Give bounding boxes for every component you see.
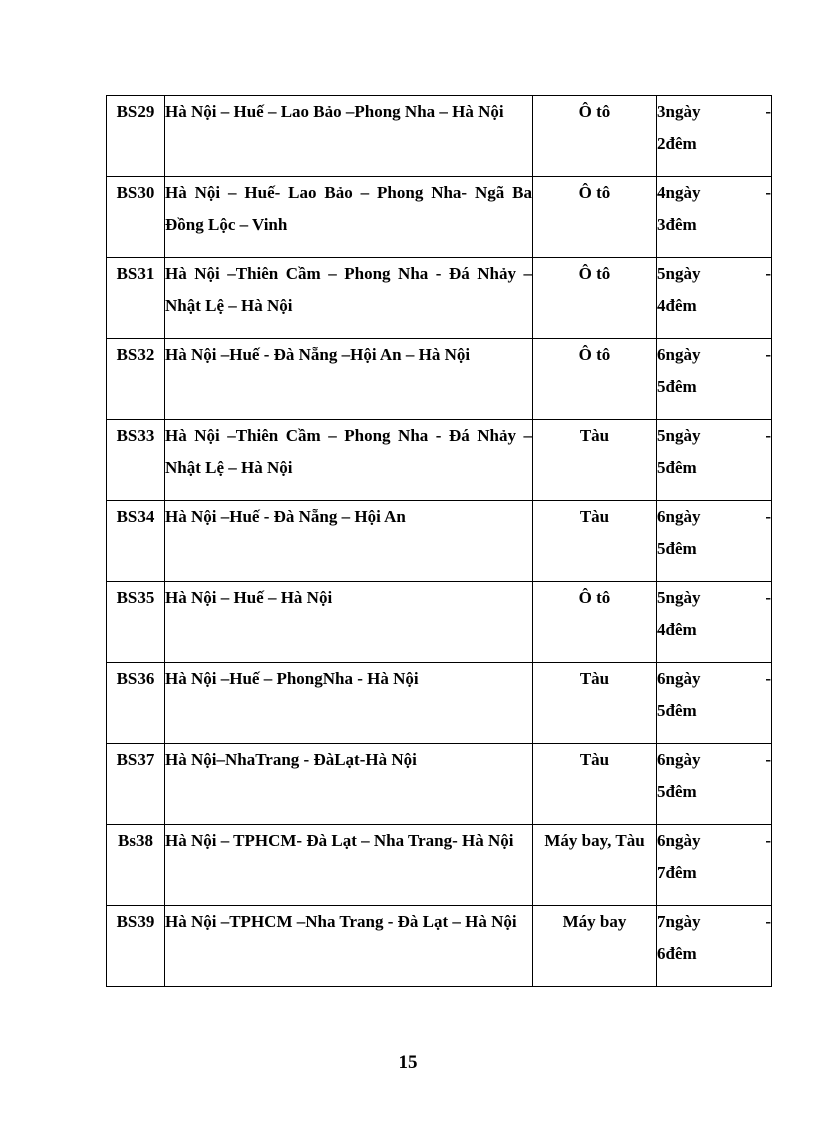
tour-route: Hà Nội –Thiên Cầm – Phong Nha - Đá Nhảy – Nhật Lệ – Hà Nội bbox=[165, 258, 533, 339]
duration-days: 6ngày bbox=[657, 831, 701, 850]
duration-days-line bbox=[657, 258, 771, 290]
tour-route: Hà Nội–NhaTrang - ĐàLạt-Hà Nội bbox=[165, 744, 533, 825]
duration-nights: 4đêm bbox=[657, 620, 697, 639]
tour-duration bbox=[657, 744, 772, 825]
duration-nights: 7đêm bbox=[657, 863, 697, 882]
duration-dash: - bbox=[765, 426, 771, 445]
tour-transport: Tàu bbox=[533, 420, 657, 501]
tour-route: Hà Nội – Huế- Lao Bảo – Phong Nha- Ngã Ba Đồng Lộc – Vinh bbox=[165, 177, 533, 258]
tour-code: BS31 bbox=[107, 258, 165, 339]
duration-days: 6ngày bbox=[657, 669, 701, 688]
duration-nights: 3đêm bbox=[657, 215, 697, 234]
duration-days: 6ngày bbox=[657, 750, 701, 769]
duration-days: 6ngày bbox=[657, 345, 701, 364]
tour-code: BS39 bbox=[107, 906, 165, 987]
duration-days-line bbox=[657, 906, 771, 938]
duration-days: 5ngày bbox=[657, 264, 701, 283]
tour-transport: Ô tô bbox=[533, 582, 657, 663]
duration-days: 5ngày bbox=[657, 426, 701, 445]
duration-nights: 4đêm bbox=[657, 296, 697, 315]
duration-dash: - bbox=[765, 264, 771, 283]
tour-transport: Máy bay, Tàu bbox=[533, 825, 657, 906]
page-number: 15 bbox=[398, 1052, 418, 1073]
duration-days-line bbox=[657, 420, 771, 452]
duration-days-line bbox=[657, 825, 771, 857]
tour-duration bbox=[657, 825, 772, 906]
tour-code: BS33 bbox=[107, 420, 165, 501]
duration-days: 7ngày bbox=[657, 912, 701, 931]
tour-table-body bbox=[107, 96, 772, 987]
tour-duration bbox=[657, 906, 772, 987]
tour-table bbox=[106, 95, 772, 987]
tour-duration bbox=[657, 258, 772, 339]
duration-dash: - bbox=[765, 831, 771, 850]
tour-transport: Ô tô bbox=[533, 96, 657, 177]
tour-route: Hà Nội – Huế – Lao Bảo –Phong Nha – Hà Nội bbox=[165, 96, 533, 177]
duration-days: 5ngày bbox=[657, 588, 701, 607]
tour-route: Hà Nội – TPHCM- Đà Lạt – Nha Trang- Hà Nội bbox=[165, 825, 533, 906]
tour-code: BS32 bbox=[107, 339, 165, 420]
table-row bbox=[107, 96, 772, 177]
tour-duration bbox=[657, 339, 772, 420]
tour-code: BS36 bbox=[107, 663, 165, 744]
tour-duration bbox=[657, 96, 772, 177]
tour-transport: Tàu bbox=[533, 663, 657, 744]
table-row bbox=[107, 420, 772, 501]
tour-route: Hà Nội –Huế – PhongNha - Hà Nội bbox=[165, 663, 533, 744]
duration-nights: 5đêm bbox=[657, 539, 697, 558]
duration-dash: - bbox=[765, 912, 771, 931]
duration-dash: - bbox=[765, 183, 771, 202]
tour-transport: Máy bay bbox=[533, 906, 657, 987]
duration-days-line bbox=[657, 744, 771, 776]
tour-transport: Ô tô bbox=[533, 177, 657, 258]
duration-days-line bbox=[657, 582, 771, 614]
duration-nights: 6đêm bbox=[657, 944, 697, 963]
duration-nights: 5đêm bbox=[657, 458, 697, 477]
duration-days: 6ngày bbox=[657, 507, 701, 526]
duration-days-line bbox=[657, 663, 771, 695]
tour-code: BS34 bbox=[107, 501, 165, 582]
tour-transport: Ô tô bbox=[533, 339, 657, 420]
table-row bbox=[107, 582, 772, 663]
tour-duration bbox=[657, 177, 772, 258]
tour-duration bbox=[657, 663, 772, 744]
tour-transport: Tàu bbox=[533, 501, 657, 582]
tour-duration bbox=[657, 582, 772, 663]
duration-nights: 5đêm bbox=[657, 377, 697, 396]
duration-dash: - bbox=[765, 102, 771, 121]
tour-duration bbox=[657, 420, 772, 501]
table-row bbox=[107, 663, 772, 744]
tour-code: Bs38 bbox=[107, 825, 165, 906]
duration-dash: - bbox=[765, 669, 771, 688]
table-row bbox=[107, 258, 772, 339]
duration-nights: 2đêm bbox=[657, 134, 697, 153]
table-row bbox=[107, 177, 772, 258]
duration-nights: 5đêm bbox=[657, 701, 697, 720]
table-row bbox=[107, 339, 772, 420]
duration-dash: - bbox=[765, 345, 771, 364]
tour-code: BS37 bbox=[107, 744, 165, 825]
tour-transport: Ô tô bbox=[533, 258, 657, 339]
duration-days-line bbox=[657, 96, 771, 128]
table-row bbox=[107, 501, 772, 582]
duration-nights: 5đêm bbox=[657, 782, 697, 801]
tour-transport: Tàu bbox=[533, 744, 657, 825]
duration-days-line bbox=[657, 339, 771, 371]
tour-route: Hà Nội –TPHCM –Nha Trang - Đà Lạt – Hà Nội bbox=[165, 906, 533, 987]
duration-dash: - bbox=[765, 507, 771, 526]
tour-code: BS30 bbox=[107, 177, 165, 258]
tour-code: BS29 bbox=[107, 96, 165, 177]
duration-days: 4ngày bbox=[657, 183, 701, 202]
duration-days-line bbox=[657, 177, 771, 209]
tour-route: Hà Nội – Huế – Hà Nội bbox=[165, 582, 533, 663]
table-row bbox=[107, 744, 772, 825]
tour-route: Hà Nội –Huế - Đà Nẵng –Hội An – Hà Nội bbox=[165, 339, 533, 420]
duration-days: 3ngày bbox=[657, 102, 701, 121]
table-row bbox=[107, 825, 772, 906]
tour-route: Hà Nội –Huế - Đà Nẵng – Hội An bbox=[165, 501, 533, 582]
tour-route: Hà Nội –Thiên Cầm – Phong Nha - Đá Nhảy –Nhật Lệ – Hà Nội bbox=[165, 420, 533, 501]
tour-code: BS35 bbox=[107, 582, 165, 663]
duration-dash: - bbox=[765, 588, 771, 607]
tour-duration bbox=[657, 501, 772, 582]
table-row bbox=[107, 906, 772, 987]
duration-days-line bbox=[657, 501, 771, 533]
duration-dash: - bbox=[765, 750, 771, 769]
